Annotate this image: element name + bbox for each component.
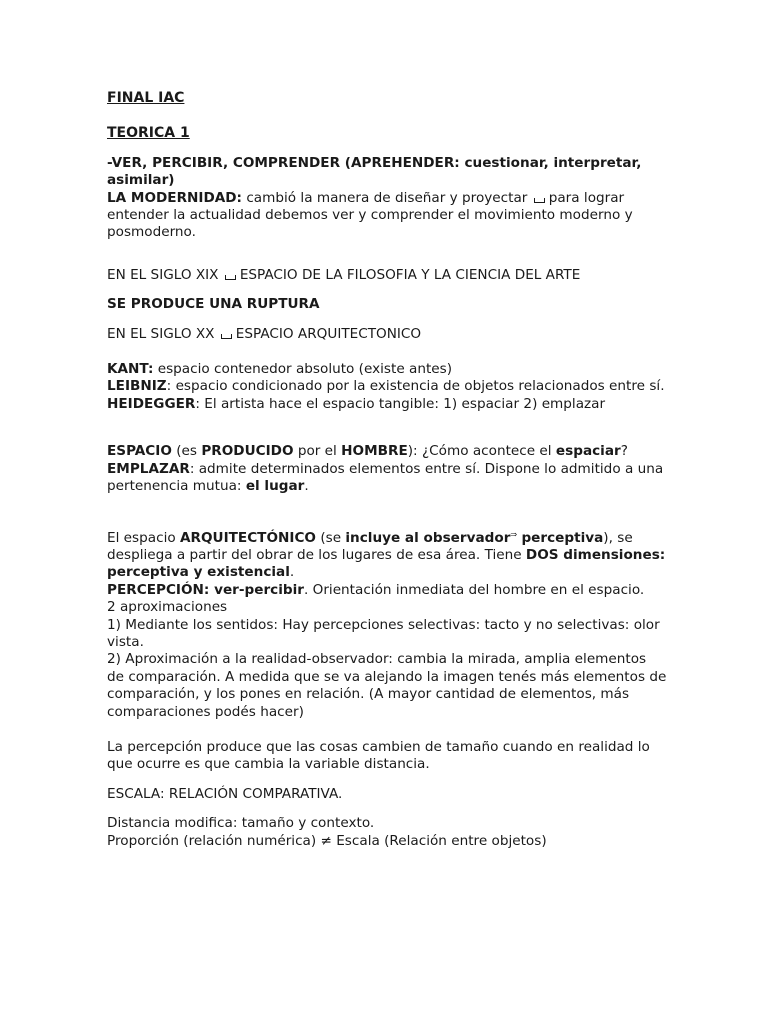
modernidad-text-b: para lograr entender la actualidad debemos ver y comprender el movimiento moderno y posmoderno. (107, 189, 633, 241)
arq-t2: (se (320, 529, 342, 546)
siglo-xx-text: ESPACIO ARQUITECTONICO (235, 325, 422, 342)
siglo-xix-line (107, 267, 667, 284)
arrow-icon (534, 198, 545, 203)
arquitectonico-label: ARQUITECTÓNICO (180, 529, 316, 546)
implies-icon: ⇒ (510, 529, 518, 539)
aproximaciones-line: 2 aproximaciones (107, 599, 228, 616)
aproximacion-2: 2) Aproximación a la realidad-observador: cambia la mirada, amplia elementos de comparación. A medida que se va alejando la imagen tenés más elementos de comparación, y los pones en relación. (A mayor cantidad de elementos, más comparaciones podés hacer) (107, 651, 667, 720)
siglo-xx-label: EN EL SIGLO XX (107, 325, 215, 342)
escala-line: ESCALA: RELACIÓN COMPARATIVA. (107, 785, 343, 802)
distancia-line: Distancia modifica: tamaño y contexto. (107, 815, 375, 832)
lugar-word: el lugar (245, 478, 305, 495)
perceptiva-word: perceptiva (521, 529, 604, 546)
percepcion-line (107, 582, 667, 599)
proporcion-line: Proporción (relación numérica) ≠ Escala (Relación entre objetos) (107, 832, 547, 849)
siglo-xix-label: EN EL SIGLO XIX (107, 266, 219, 283)
arrow-icon (221, 334, 232, 339)
arq-t1: El espacio (107, 529, 176, 546)
espacio-t3: ): ¿Cómo acontece el (407, 443, 552, 460)
dos-dimensiones: DOS dimensiones: perceptiva y existencial (107, 546, 666, 581)
emplazar-label: EMPLAZAR (107, 460, 190, 477)
incluye-observador: incluye al observador (345, 529, 511, 546)
kant-line (107, 361, 667, 378)
espacio-label: ESPACIO (107, 443, 172, 460)
heidegger-label: HEIDEGGER (107, 395, 196, 412)
producido-word: PRODUCIDO (201, 443, 294, 460)
arq-t3: ), se despliega a partir del obrar de los lugares de esa área. Tiene (107, 529, 633, 563)
kant-label: KANT: (107, 361, 154, 378)
document-title: FINAL IAC (107, 90, 185, 106)
arquitectonico-paragraph (107, 526, 667, 582)
modernidad-text-a: cambió la manera de diseñar y proyectar (246, 189, 528, 206)
espacio-line (107, 443, 667, 460)
emplazar-end: . (304, 478, 309, 495)
ver-percibir-heading: -VER, PERCIBIR, COMPRENDER (APREHENDER: cuestionar, interpretar, asimilar) (107, 154, 642, 189)
leibniz-label: LEIBNIZ (107, 378, 167, 395)
siglo-xx-line (107, 326, 667, 343)
siglo-xix-text: ESPACIO DE LA FILOSOFIA Y LA CIENCIA DEL ARTE (239, 266, 581, 283)
ruptura-heading: SE PRODUCE UNA RUPTURA (107, 296, 320, 313)
percepcion-text: . Orientación inmediata del hombre en el espacio. (303, 581, 645, 598)
arq-end: . (289, 564, 295, 581)
heidegger-text: : El artista hace el espacio tangible: 1) espaciar 2) emplazar (195, 395, 606, 412)
percepcion-label: PERCEPCIÓN: ver-percibir (107, 581, 304, 598)
section-heading: TEORICA 1 (107, 125, 190, 142)
emplazar-paragraph (107, 461, 667, 496)
kant-text: espacio contenedor absoluto (existe antes) (157, 361, 453, 378)
espacio-t4: ? (620, 443, 628, 460)
aproximacion-1: 1) Mediante los sentidos: Hay percepciones selectivas: tacto y no selectivas: olor vista. (107, 616, 660, 650)
emplazar-text: : admite determinados elementos entre sí. Dispone lo admitido a una pertenencia mutua: (107, 460, 664, 495)
heidegger-line (107, 396, 667, 413)
percepcion-produce-paragraph: La percepción produce que las cosas cambien de tamaño cuando en realidad lo que ocurre es que cambia la variable distancia. (107, 738, 650, 773)
modernidad-paragraph (107, 190, 667, 242)
espacio-t2: por el (297, 443, 337, 460)
espacio-t1: (es (176, 443, 197, 460)
document-page (107, 90, 667, 850)
leibniz-line (107, 378, 667, 395)
espaciar-word: espaciar (555, 443, 621, 460)
leibniz-text: : espacio condicionado por la existencia de objetos relacionados entre sí. (166, 378, 665, 395)
arrow-icon (225, 275, 236, 280)
modernidad-label: LA MODERNIDAD: (107, 189, 242, 206)
hombre-word: HOMBRE (341, 443, 408, 460)
